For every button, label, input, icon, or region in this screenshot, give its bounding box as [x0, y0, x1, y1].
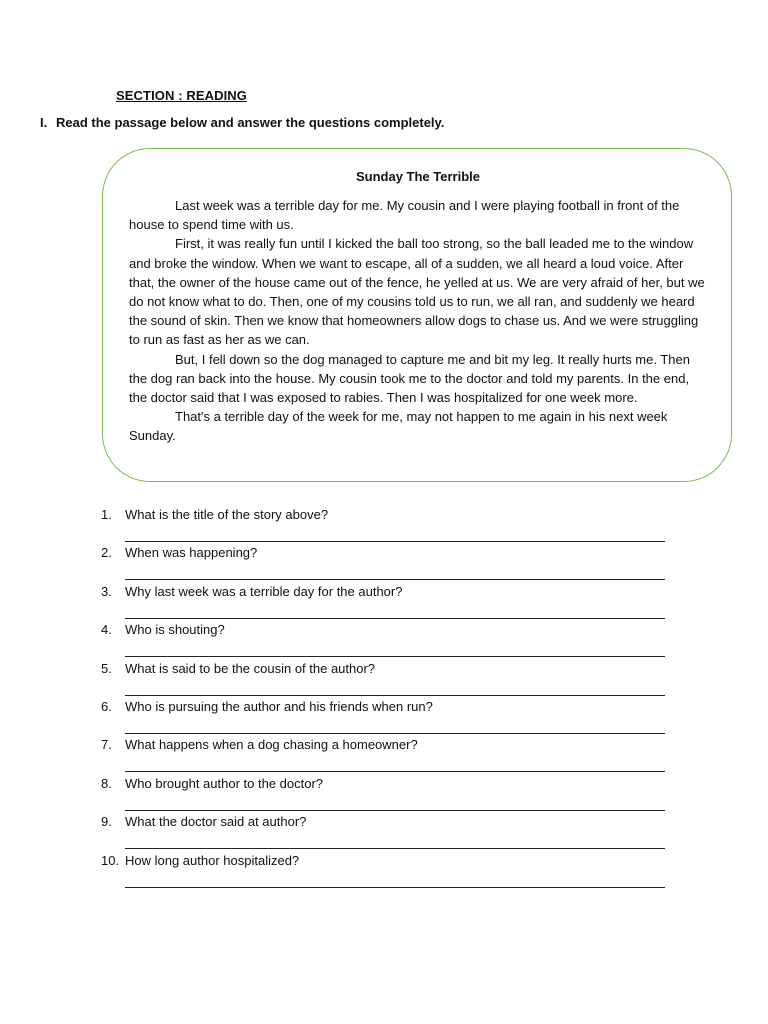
- passage-text: [129, 196, 709, 446]
- passage-paragraph: Last week was a terrible day for me. My cousin and I were playing football in front of the house to spend time with us.: [129, 198, 680, 233]
- answer-line[interactable]: [125, 810, 665, 811]
- question-number: 6.: [101, 698, 112, 714]
- question-text: Why last week was a terrible day for the author?: [125, 583, 403, 599]
- answer-line[interactable]: [125, 771, 665, 772]
- question-text: How long author hospitalized?: [125, 852, 300, 868]
- question-text: Who brought author to the doctor?: [125, 775, 324, 791]
- section-title: SECTION : READING: [116, 88, 247, 103]
- question-text: Who is shouting?: [125, 622, 225, 638]
- question-text: Who is pursuing the author and his friends when run?: [125, 698, 433, 714]
- question-text: When was happening?: [125, 545, 258, 561]
- story-title: Sunday The Terrible: [355, 169, 480, 184]
- question-number: 7.: [101, 737, 112, 753]
- question-number: 1.: [101, 507, 112, 522]
- answer-line[interactable]: [125, 733, 665, 734]
- question-number: 9.: [101, 814, 112, 830]
- answer-line[interactable]: [125, 887, 665, 888]
- answer-line[interactable]: [125, 579, 665, 580]
- question-text: What the doctor said at author?: [125, 814, 307, 830]
- question-number: 3.: [101, 583, 112, 599]
- question-text: What is said to be the cousin of the author?: [125, 660, 376, 676]
- answer-line[interactable]: [125, 618, 665, 619]
- question-text: What happens when a dog chasing a homeowner?: [125, 737, 418, 753]
- answer-line[interactable]: [125, 656, 665, 657]
- question-number: 5.: [101, 660, 112, 676]
- answer-line[interactable]: [125, 541, 665, 542]
- question-number: 2.: [101, 545, 112, 561]
- question-number: 8.: [101, 775, 112, 791]
- passage-paragraph: That's a terrible day of the week for me, may not happen to me again in his next week Sunday.: [129, 409, 668, 444]
- passage-paragraph: First, it was really fun until I kicked the ball too strong, so the ball leaded me to the window and broke the window. When we want to escape, all of a sudden, we all heard a loud voice. After that, the owner of the house came out of the fence, he yelled at us. We are very afraid of her, but we do not know what to do. Then, one of my cousins told us to run, we all ran, and suddenly we heard the sound of skin. Then we know that homeowners allow dogs to chase us. And we were struggling to run as fast as her as we can.: [129, 236, 705, 348]
- question-number: 4.: [101, 622, 112, 638]
- answer-line[interactable]: [125, 695, 665, 696]
- instruction-number: I.: [40, 115, 48, 130]
- passage-paragraph: But, I fell down so the dog managed to capture me and bit my leg. It really hurts me. Then the dog ran back into the house. My cousin took me to the doctor and told my parents. In the end, the doctor said that I was exposed to rabies. Then I was hospitalized for one week more.: [129, 351, 690, 406]
- instruction-text: Read the passage below and answer the questions completely.: [56, 115, 445, 130]
- question-text: What is the title of the story above?: [125, 507, 329, 522]
- answer-line[interactable]: [125, 848, 665, 849]
- instruction: [40, 115, 444, 130]
- question-number: 10.: [101, 852, 120, 868]
